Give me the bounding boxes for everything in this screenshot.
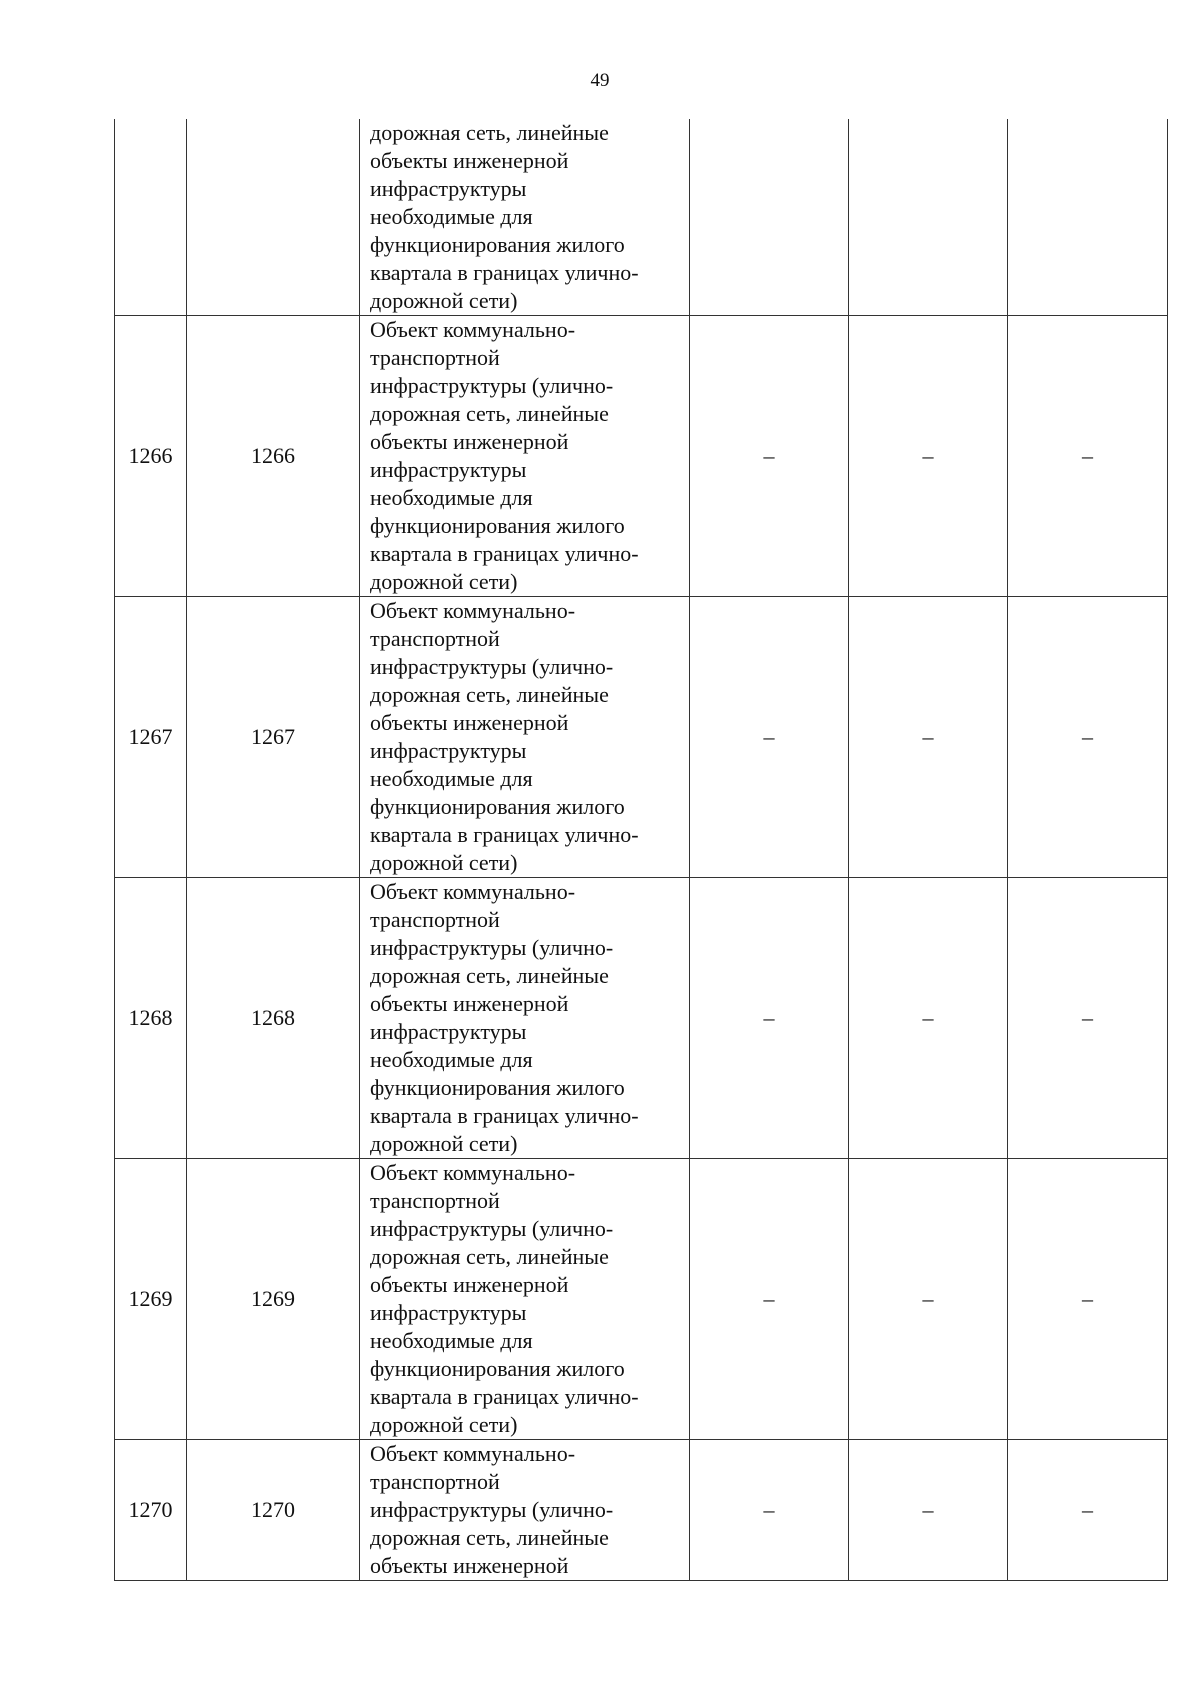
cell-col6: – xyxy=(1008,316,1168,597)
cell-id-a: 1267 xyxy=(115,597,187,878)
data-table xyxy=(114,119,1168,1581)
cell-id-b: 1269 xyxy=(187,1159,360,1440)
cell-description: Объект коммунально- транспортной инфраструктуры (улично- дорожная сеть, линейные объекты инженерной инфраструктуры необходимые для функционирования жилого квартала в границах улично- дорожной сети) xyxy=(360,878,690,1159)
cell-description: Объект коммунально- транспортной инфраструктуры (улично- дорожная сеть, линейные объекты инженерной инфраструктуры необходимые для функционирования жилого квартала в границах улично- дорожной сети) xyxy=(360,597,690,878)
cell-col6: – xyxy=(1008,1159,1168,1440)
cell-description: Объект коммунально- транспортной инфраструктуры (улично- дорожная сеть, линейные объекты инженерной инфраструктуры необходимые для функционирования жилого квартала в границах улично- дорожной сети) xyxy=(360,316,690,597)
cell-id-a: 1270 xyxy=(115,1440,187,1581)
table-row-continued xyxy=(115,119,1168,316)
page-number: 49 xyxy=(590,70,610,91)
cell-id-a: 1266 xyxy=(115,316,187,597)
cell-col5: – xyxy=(849,1159,1008,1440)
cell-id-b: 1268 xyxy=(187,878,360,1159)
cell-id-b xyxy=(187,119,360,316)
cell-col5: – xyxy=(849,597,1008,878)
table-row xyxy=(115,597,1168,878)
cell-col5 xyxy=(849,119,1008,316)
cell-id-a xyxy=(115,119,187,316)
cell-description: дорожная сеть, линейные объекты инженерной инфраструктуры необходимые для функционирования жилого квартала в границах улично- дорожной сети) xyxy=(360,119,690,316)
cell-col4: – xyxy=(690,597,849,878)
table-row xyxy=(115,1159,1168,1440)
cell-col6: – xyxy=(1008,1440,1168,1581)
cell-col5: – xyxy=(849,878,1008,1159)
cell-col6: – xyxy=(1008,878,1168,1159)
cell-id-b: 1267 xyxy=(187,597,360,878)
cell-col6: – xyxy=(1008,597,1168,878)
cell-col6 xyxy=(1008,119,1168,316)
cell-id-a: 1268 xyxy=(115,878,187,1159)
table-row xyxy=(115,316,1168,597)
cell-description: Объект коммунально- транспортной инфраструктуры (улично- дорожная сеть, линейные объекты инженерной инфраструктуры необходимые для функционирования жилого квартала в границах улично- дорожной сети) xyxy=(360,1159,690,1440)
table-row xyxy=(115,1440,1168,1581)
cell-col4: – xyxy=(690,1159,849,1440)
cell-id-a: 1269 xyxy=(115,1159,187,1440)
cell-id-b: 1270 xyxy=(187,1440,360,1581)
cell-col4: – xyxy=(690,1440,849,1581)
cell-description: Объект коммунально- транспортной инфраструктуры (улично- дорожная сеть, линейные объекты инженерной xyxy=(360,1440,690,1581)
cell-id-b: 1266 xyxy=(187,316,360,597)
cell-col4 xyxy=(690,119,849,316)
cell-col5: – xyxy=(849,1440,1008,1581)
cell-col4: – xyxy=(690,316,849,597)
cell-col5: – xyxy=(849,316,1008,597)
cell-col4: – xyxy=(690,878,849,1159)
table-row xyxy=(115,878,1168,1159)
